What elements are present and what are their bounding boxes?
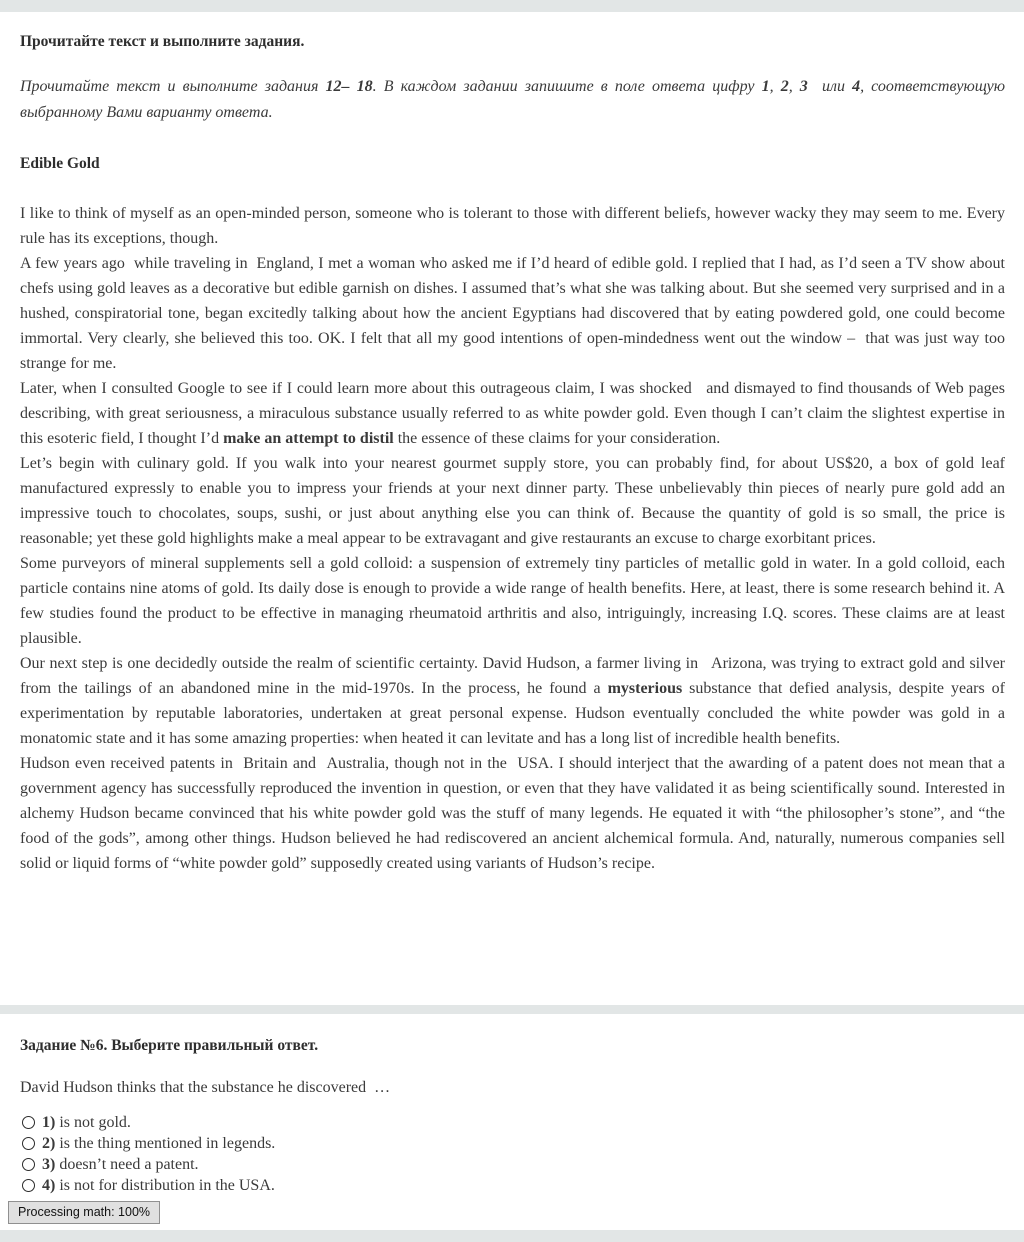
mathjax-status: Processing math: 100% xyxy=(8,1201,160,1224)
option-number: 1) xyxy=(42,1113,56,1131)
option-number: 2) xyxy=(42,1134,56,1152)
general-instruction: Прочитайте текст и выполните задания 12– 18. В каждом задании запишите в поле ответа цифру 1, 2, 3 или 4, соответствующую выбранному Вами варианту ответа. xyxy=(20,78,1006,121)
radio-button-3[interactable] xyxy=(22,1158,35,1171)
reading-paragraph-5: Some purveyors of mineral supplements sell a gold colloid: a suspension of extremely tiny particles of metallic gold in water. In a gold colloid, each particle contains nine atoms of gold. Its daily dose is enough to provide a wide range of health benefits. Here, at least, there is some research behind it. A few studies found the product to be effective in managing rheumatoid arthritis and also, intriguingly, increasing I.Q. scores. These claims are at least plausible. xyxy=(20,555,1005,647)
task-question: David Hudson thinks that the substance he discovered … xyxy=(20,1079,391,1096)
section-divider xyxy=(0,1005,1024,1014)
answer-option-4[interactable] xyxy=(20,1175,1005,1196)
text-title: Edible Gold xyxy=(20,155,100,172)
option-label: is not gold. xyxy=(59,1113,131,1131)
answer-option-3[interactable] xyxy=(20,1154,1005,1175)
reading-paragraph-4: Let’s begin with culinary gold. If you walk into your nearest gourmet supply store, you can probably find, for about US$20, a box of gold leaf manufactured expressly to enable you to impress your friends at your next dinner party. These unbelievably thin pieces of nearly pure gold add an impressive touch to chocolates, soups, sushi, or just about anything else you can think of. Because the quantity of gold is so small, the price is reasonable; yet these gold highlights make a meal appear to be extravagant and give restaurants an excuse to charge exorbitant prices. xyxy=(20,455,1005,547)
option-label: is the thing mentioned in legends. xyxy=(59,1134,276,1152)
radio-button-2[interactable] xyxy=(22,1137,35,1150)
answer-option-1[interactable] xyxy=(20,1112,1005,1133)
reading-paragraph-7: Hudson even received patents in Britain and Australia, though not in the USA. I should interject that the awarding of a patent does not mean that a government agency has successfully reproduced the invention in question, or even that they have validated it as being scientifically sound. Interested in alchemy Hudson became convinced that his white powder gold was the stuff of many legends. He equated it with “the philosopher’s stone”, and “the food of the gods”, among other things. Hudson believed he had rediscovered an ancient alchemical formula. And, naturally, numerous companies sell solid or liquid forms of “white powder gold” supposedly created using variants of Hudson’s recipe. xyxy=(20,755,1005,872)
radio-button-1[interactable] xyxy=(22,1116,35,1129)
reading-paragraph-2: A few years ago while traveling in England, I met a woman who asked me if I’d heard of edible gold. I replied that I had, as I’d seen a TV show about chefs using gold leaves as a decorative but edible garnish on dishes. I assumed that’s what she was talking about. But she seemed very surprised and in a hushed, conspiratorial tone, began excitedly talking about how the ancient Egyptians had discovered that by eating powdered gold, one could become immortal. Very clearly, she believed this too. OK. I felt that all my good intentions of open-mindedness went out the window – that was just way too strange for me. xyxy=(20,255,1005,372)
reading-header: Прочитайте текст и выполните задания. xyxy=(20,33,305,50)
radio-button-4[interactable] xyxy=(22,1179,35,1192)
reading-paragraph-3: Later, when I consulted Google to see if I could learn more about this outrageous claim, I was shocked and dismayed to find thousands of Web pages describing, with great seriousness, a miraculous substance usually referred to as white powder gold. Even though I can’t claim the slightest expertise in this esoteric field, I thought I’d make an attempt to distil the essence of these claims for your consideration. xyxy=(20,380,1005,447)
option-number: 4) xyxy=(42,1176,56,1194)
reading-paragraph-6: Our next step is one decidedly outside the realm of scientific certainty. David Hudson, a farmer living in Arizona, was trying to extract gold and silver from the tailings of an abandoned mine in the mid-1970s. In the process, he found a mysterious substance that defied analysis, despite years of experimentation by reputable laboratories, undertaken at great personal expense. Hudson eventually concluded the white powder was gold in a monatomic state and it has some amazing properties: when heated it can levitate and has a long list of incredible health benefits. xyxy=(20,655,1006,747)
option-number: 3) xyxy=(42,1155,56,1173)
task-card xyxy=(0,1014,1024,1230)
answer-option-2[interactable] xyxy=(20,1133,1005,1154)
option-label: is not for distribution in the USA. xyxy=(59,1176,275,1194)
answer-options xyxy=(20,1112,1005,1196)
reading-card xyxy=(0,12,1024,1005)
reading-paragraph-1: I like to think of myself as an open-minded person, someone who is tolerant to those with different beliefs, however wacky they may seem to me. Every rule has its exceptions, though. xyxy=(20,205,1005,247)
task-header: Задание №6. Выберите правильный ответ. xyxy=(20,1037,319,1054)
option-label: doesn’t need a patent. xyxy=(59,1155,199,1173)
reading-text xyxy=(20,201,1005,876)
